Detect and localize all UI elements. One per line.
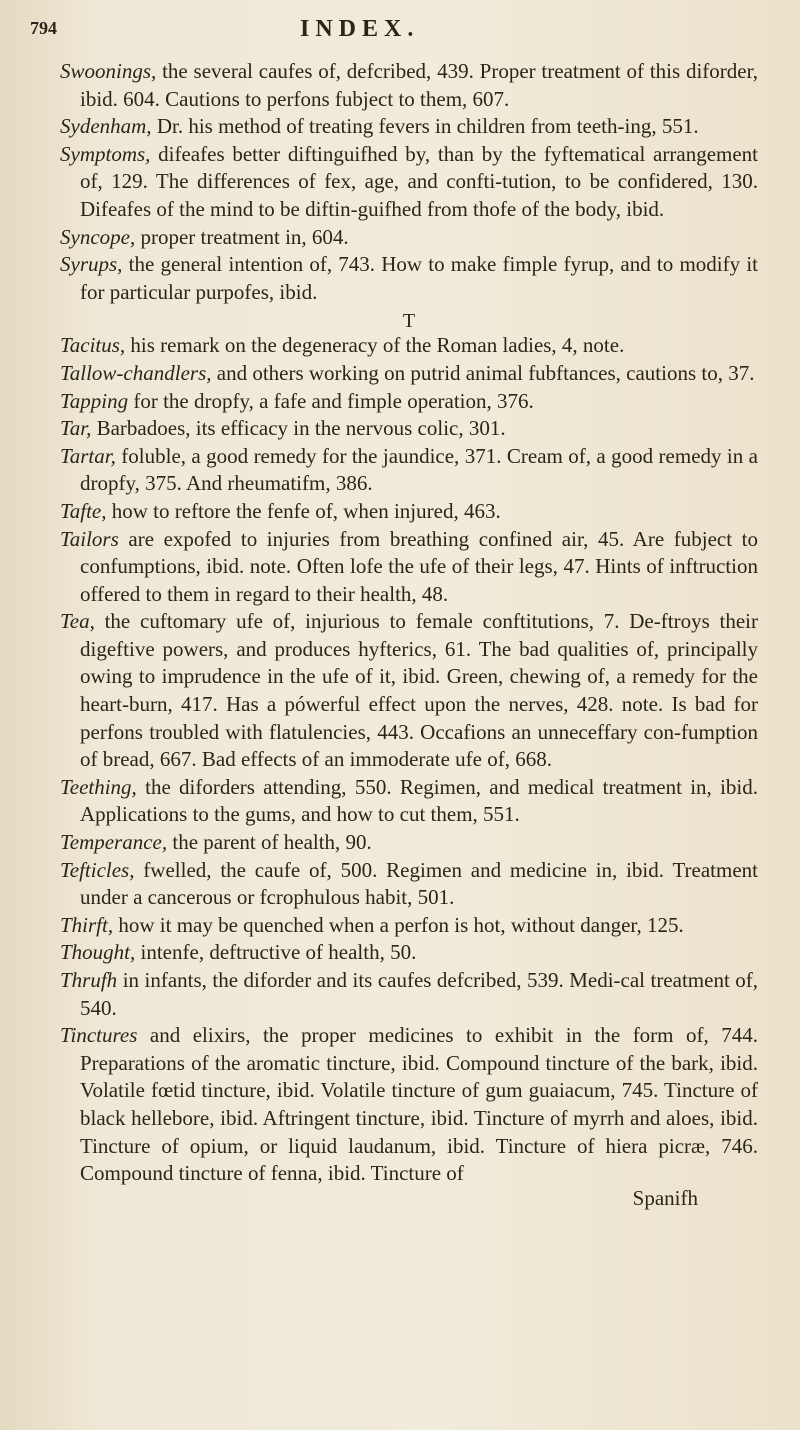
index-entry [60, 526, 758, 609]
index-entry [60, 251, 759, 306]
entry-text: how it may be quenched when a perfon is hot, without danger, 125. [118, 912, 684, 937]
entry-headword: Thirft, [60, 912, 114, 937]
entry-text: are expofed to injuries from breathing confined air, 45. Are fubject to confumptions, ibid. note. Often lofe the ufe of their legs, 47. Hints of inftruction offered to them in regard to their health, 48. [80, 526, 758, 606]
entry-text: the diforders attending, 550. Regimen, and medical treatment in, ibid. Applications to the gums, and how to cut them, 551. [80, 774, 758, 827]
index-entry [60, 939, 758, 967]
index-entry [60, 829, 758, 857]
entry-headword: Thought, [60, 940, 136, 965]
index-entry [60, 1022, 759, 1188]
entries-t [60, 332, 758, 1187]
index-entry [60, 388, 758, 416]
entry-headword: Tartar, [60, 443, 116, 468]
entry-headword: Thrufh [60, 968, 118, 992]
index-entry [60, 857, 758, 912]
entry-headword: Sydenham, [60, 114, 152, 139]
entries-s [60, 58, 758, 306]
index-entry [60, 224, 758, 252]
entry-text: foluble, a good remedy for the jaundice, 371. Cream of, a good remedy in a dropfy, 375. And rheumatifm, 386. [80, 443, 759, 496]
entry-text: the general intention of, 743. How to make fimple fyrup, and to modify it for particular purpofes, ibid. [80, 252, 759, 304]
entry-text: fwelled, the caufe of, 500. Regimen and medicine in, ibid. Treatment under a cancerous or fcrophulous habit, 501. [80, 857, 758, 910]
index-entry [60, 912, 758, 940]
entry-text: in infants, the diforder and its caufes defcribed, 539. Medi-cal treatment of, 540. [80, 968, 759, 1020]
entry-text: difeafes better diftinguifhed by, than by the fyftematical arrangement of, 129. The differences of fex, age, and confti-tution, to be confidered, 130. Difeafes of the mind to be diftin-guifhed from thofe of the body, ibid. [80, 141, 758, 221]
entry-headword: Symptoms, [60, 141, 151, 166]
entry-headword: Tailors [60, 526, 119, 551]
entry-text: for the dropfy, a fafe and fimple operation, 376. [133, 388, 534, 413]
index-entry [60, 608, 758, 774]
index-entry [60, 443, 759, 498]
entry-text: the parent of health, 90. [172, 830, 372, 855]
index-entry [60, 774, 758, 829]
entry-headword: Tafte, [60, 498, 107, 523]
entry-text: how to reftore the fenfe of, when injured, 463. [111, 498, 501, 523]
entry-text: intenfe, deftructive of health, 50. [140, 940, 417, 965]
entry-text: Barbadoes, its efficacy in the nervous colic, 301. [96, 416, 506, 441]
section-letter: T [402, 310, 416, 333]
entry-headword: Tapping [60, 388, 129, 413]
index-entry [60, 967, 759, 1022]
entry-text: the cuftomary ufe of, injurious to female conftitutions, 7. De-ftroys their digeftive powers, and produces hyfterics, 61. The bad qualities of, principally owing to imprudence in the ufe of it, ibid. Green, chewing of, a remedy for the heart-burn, 417. Has a pówerful effect upon the nerves, 428. note. Is bad for perfons troubled with flatulencies, 443. Occafions an unneceffary con-fumption of bread, 667. Bad effects of an immoderate ufe of, 668. [80, 609, 758, 772]
index-entry [60, 360, 758, 388]
page-header [30, 16, 758, 58]
index-entry [60, 58, 759, 113]
entry-headword: Tar, [60, 416, 92, 441]
index-entry [60, 332, 758, 360]
index-entry [60, 141, 758, 224]
index-entry [60, 415, 758, 443]
entry-headword: Teething, [60, 774, 137, 799]
entry-text: his remark on the degeneracy of the Roman ladies, 4, note. [130, 333, 625, 358]
entry-text: and elixirs, the proper medicines to exhibit in the form of, 744. Preparations of the aromatic tincture, ibid. Compound tincture of the bark, ibid. Volatile fœtid tincture, ibid. Volatile tincture of gum guaiacum, 745. Tincture of black hellebore, ibid. Aftringent tincture, ibid. Tincture of myrrh and aloes, ibid. Tincture of opium, or liquid laudanum, ibid. Tincture of hiera picræ, 746. Compound tincture of fenna, ibid. Tincture of [80, 1023, 759, 1186]
index-entry [60, 113, 758, 141]
entry-headword: Temperance, [60, 830, 168, 855]
entry-headword: Syrups, [60, 252, 123, 277]
entry-headword: Swoonings, [60, 59, 157, 83]
entry-headword: Tallow-chandlers, [60, 360, 212, 385]
entry-headword: Tinctures [60, 1023, 138, 1048]
entry-text: Dr. his method of treating fevers in children from teeth-ing, 551. [156, 114, 699, 139]
entry-text: the several caufes of, defcribed, 439. Proper treatment of this diforder, ibid. 604. Cautions to perfons fubject to them, 607. [80, 59, 759, 111]
catchword: Spanifh [632, 1185, 698, 1210]
entry-headword: Tea, [60, 609, 95, 634]
index-entry [60, 498, 758, 526]
entry-headword: Syncope, [60, 224, 136, 249]
entry-text: and others working on putrid animal fubftances, cautions to, 37. [216, 360, 755, 385]
entry-text: proper treatment in, 604. [140, 224, 349, 249]
entry-headword: Tefticles, [60, 857, 135, 882]
entry-headword: Tacitus, [60, 333, 126, 358]
running-title: INDEX. [300, 16, 420, 42]
page-number: 794 [30, 18, 57, 38]
